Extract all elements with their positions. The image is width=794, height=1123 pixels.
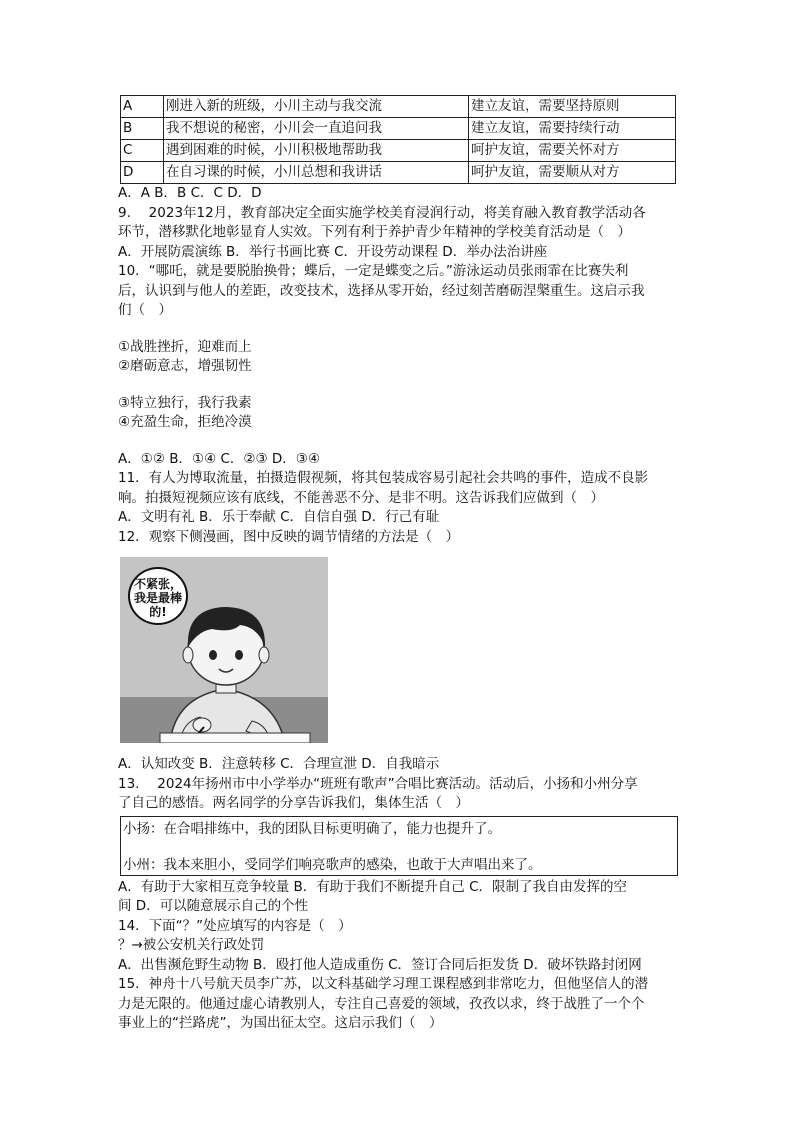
q15-line: 力是无限的。他通过虚心请教别人，专注自己喜爱的领域，孜孜以求，终于战胜了一个个 <box>118 995 645 1012</box>
q11-line: 11．有人为博取流量，拍摄造假视频，将其包装成容易引起社会共鸣的事件，造成不良影 <box>118 470 649 486</box>
q15-line: 事业上的“拦路虎”，为国出征太空。这启示我们（ ） <box>118 1015 443 1031</box>
q14-options: A．出售濒危野生动物 B．殴打他人造成重伤 C．签订合同后拒发货 D．破坏铁路封闭网 <box>118 956 642 973</box>
quote-xiaozhou: 小州：我本来胆小，受同学们响亮歌声的感染，也敢于大声唱出来了。 <box>123 856 542 873</box>
table-cell-key: C <box>121 140 164 162</box>
table-cell-desc: 遇到困难的时候，小川积极地帮助我 <box>164 140 469 162</box>
q13-options: A．有助于大家相互竞争较量 B．有助于我们不断提升自己 C．限制了我自由发挥的空 <box>118 878 628 895</box>
table-cell-desc: 刚进入新的班级，小川主动与我交流 <box>164 96 469 118</box>
table-row <box>121 162 676 184</box>
quote-box <box>120 816 678 876</box>
q15-line: 15．神舟十八号航天员李广苏，以文科基础学习理工课程感到非常吃力，但他坚信人的潜 <box>118 976 649 992</box>
table-cell-result: 建立友谊，需要坚持原则 <box>469 96 676 118</box>
exam-page <box>118 95 678 1034</box>
table-cell-key: B <box>121 118 164 140</box>
q14-line: ？→被公安机关行政处罚 <box>118 937 265 953</box>
q10-statement: ②磨砺意志，增强韧性 <box>118 358 252 374</box>
table-row <box>121 118 676 140</box>
q9-options: A．开展防震演练 B．举行书画比赛 C．开设劳动课程 D．举办法治讲座 <box>118 243 548 260</box>
speech-bubble: 不紧张，我是最棒的! <box>128 567 188 625</box>
cartoon-image <box>120 557 328 743</box>
q9-line: 环节，潜移默化地彰显育人实效。下列有利于养护青少年精神的学校美育活动是（ ） <box>118 224 631 240</box>
quote-xiaoyang: 小扬：在合唱排练中，我的团队目标更明确了，能力也提升了。 <box>123 820 501 837</box>
q11-line: 响。拍摄短视频应该有底线，不能善恶不分、是非不明。这告诉我们应做到（ ） <box>118 489 604 506</box>
table-cell-result: 建立友谊，需要持续行动 <box>469 118 676 140</box>
q11-options: A．文明有礼 B．乐于奉献 C．自信自强 D．行己有耻 <box>118 509 440 525</box>
q13-line: 了自己的感悟。两名同学的分享告诉我们，集体生活（ ） <box>118 795 469 811</box>
table-cell-key: A <box>121 96 164 118</box>
table-cell-desc: 在自习课的时候，小川总想和我讲话 <box>164 162 469 184</box>
q10-line: 们（ ） <box>118 302 172 318</box>
q13-line: 13. 2024年扬州市中小学举办“班班有歌声”合唱比赛活动。活动后，小扬和小州分享 <box>118 775 638 792</box>
q9-line: 9. 2023年12月，教育部决定全面实施学校美育浸润行动，将美育融入教育教学活动各 <box>118 204 646 221</box>
table-row <box>121 96 676 118</box>
q10-statement: ④充盈生命，拒绝冷漠 <box>118 414 252 430</box>
options-table <box>120 95 676 184</box>
q8-options: A．A B．B C．C D．D <box>118 185 262 201</box>
table-cell-result: 呵护友谊，需要关怀对方 <box>469 140 676 162</box>
table-cell-key: D <box>121 162 164 184</box>
q10-statement: ①战胜挫折，迎难而上 <box>118 338 252 355</box>
q12-line: 12．观察下侧漫画，图中反映的调节情绪的方法是（ ） <box>118 528 460 545</box>
table-row <box>121 140 676 162</box>
table-cell-desc: 我不想说的秘密，小川会一直追问我 <box>164 118 469 140</box>
q12-options: A．认知改变 B．注意转移 C．合理宣泄 D．自我暗示 <box>118 756 440 772</box>
q10-statement: ③特立独行，我行我素 <box>118 394 252 411</box>
q13-options: 间 D．可以随意展示自己的个性 <box>118 898 309 914</box>
q10-line: 10．“哪吒，就是要脱胎换骨；蝶后，一定是蝶变之后。”游泳运动员张雨霏在比赛失利 <box>118 263 629 279</box>
q10-options: A．①② B．①④ C．②③ D．③④ <box>118 450 321 467</box>
table-cell-result: 呵护友谊，需要顺从对方 <box>469 162 676 184</box>
q10-line: 后，认识到与他人的差距，改变技术，选择从零开始，经过刻苦磨砺涅槃重生。这启示我 <box>118 282 645 299</box>
q14-line: 14．下面“？”处应填写的内容是（ ） <box>118 917 352 934</box>
